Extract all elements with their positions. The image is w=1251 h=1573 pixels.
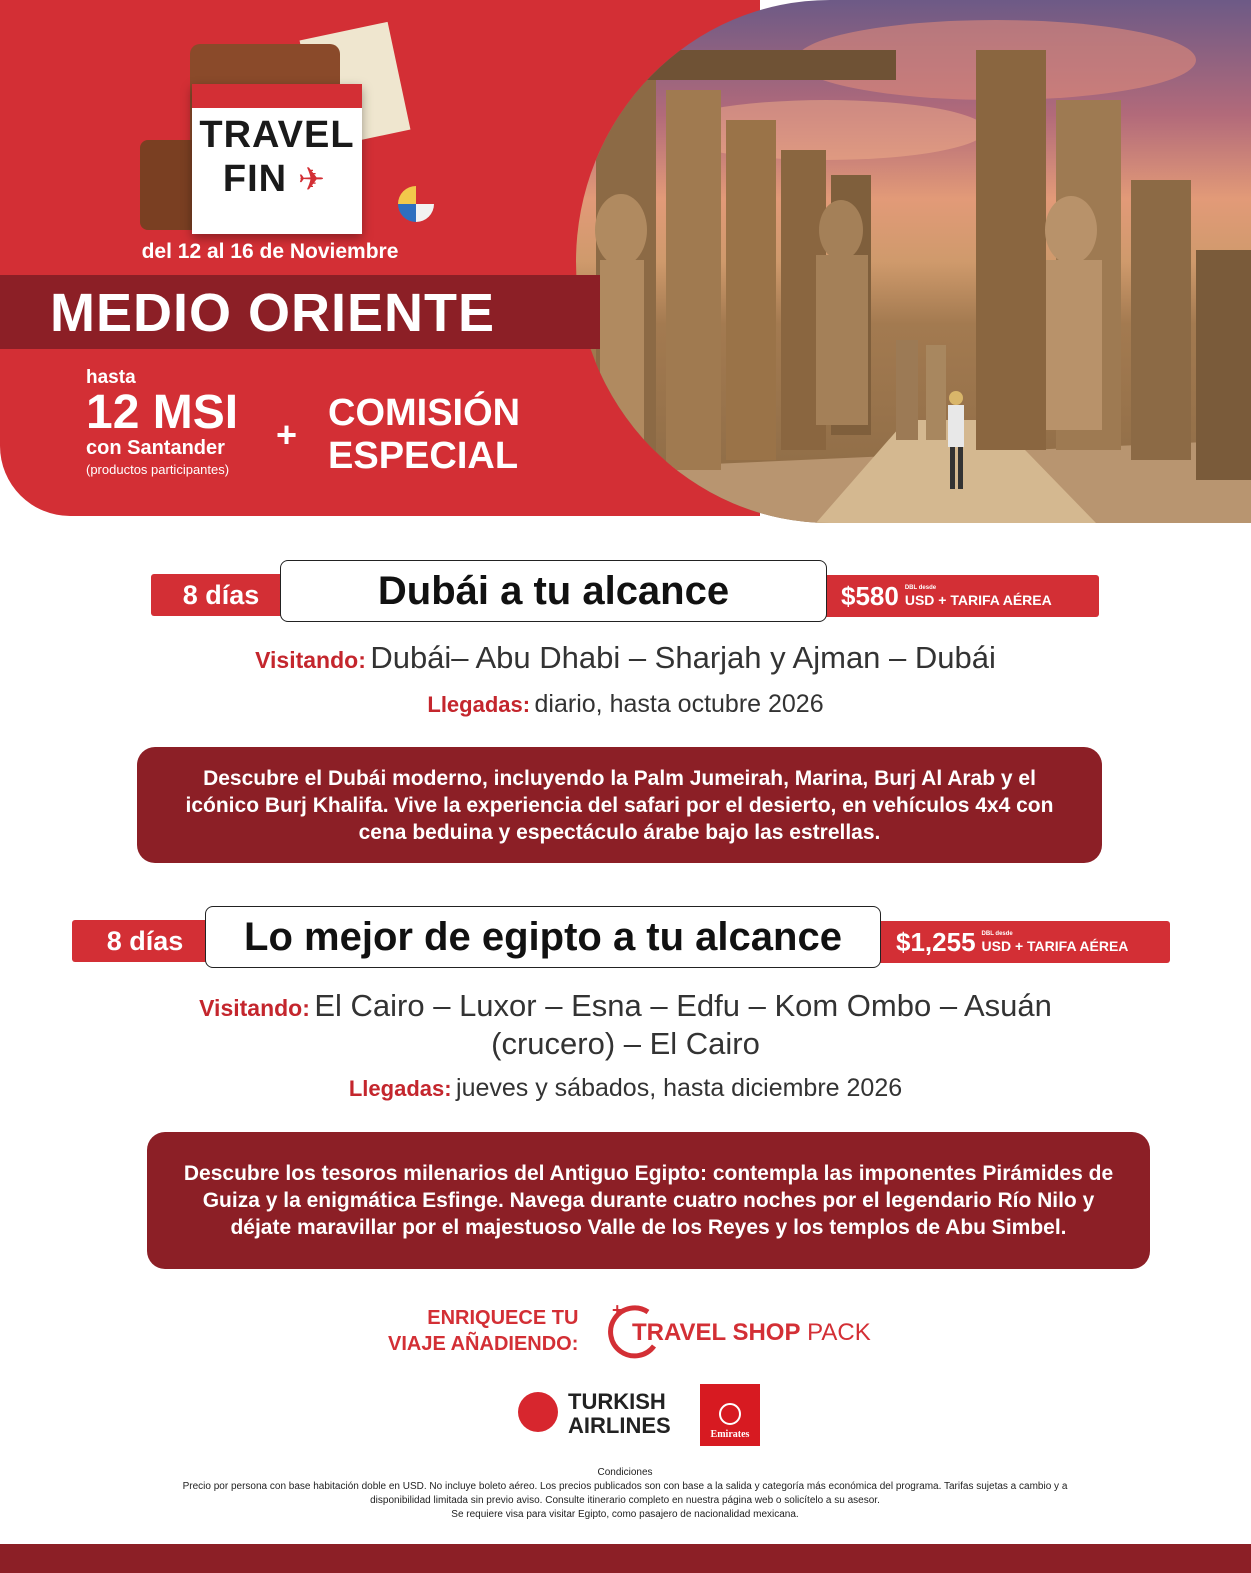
conditions-text: Precio por persona con base habitación doble en USD. No incluye boleto aéreo. Los precios publicados son con base a la salida y categoría más económica del programa. Tarifas sujetas a cambio y a disponibilidad limitada sin previo aviso. Consulte itinerario completo en nuestra página web o solicítelo a su asesor.: [182, 1481, 1068, 1506]
msi-hasta: hasta: [86, 367, 136, 388]
visiting-line-2: [0, 1026, 1251, 1062]
bottom-bar: [0, 1544, 1251, 1573]
travel-fin-logo: [120, 20, 440, 240]
conditions: [180, 1466, 1070, 1522]
comision-line1: COMISIÓN: [328, 392, 521, 434]
logo-fin-text: FIN: [222, 158, 288, 200]
emirates-logo: [700, 1384, 760, 1446]
visiting-cities: El Cairo – Luxor – Esna – Edfu – Kom Ombo – Asuán: [314, 988, 1052, 1023]
package-description: Descubre el Dubái moderno, incluyendo la Palm Jumeirah, Marina, Burj Al Arab y el icónico Burj Khalifa. Vive la experiencia del safari por el desierto, en vehículos 4x4 con cena beduina y espectáculo árabe bajo las estrellas.: [137, 747, 1102, 863]
price-dbl: DBL desde: [981, 931, 1013, 937]
visiting-label: Visitando:: [255, 647, 366, 673]
visiting-line: [0, 988, 1251, 1024]
beach-ball-icon: [398, 186, 434, 222]
emirates-emblem-icon: [719, 1403, 741, 1425]
price-value: $580: [841, 580, 899, 611]
logo-calendar: [192, 84, 362, 234]
price-usd: USD + TARIFA AÉREA: [904, 592, 1052, 608]
arrivals-line: [0, 1074, 1251, 1103]
arrivals-value: jueves y sábados, hasta diciembre 2026: [456, 1074, 903, 1102]
msi-bank: con Santander: [86, 437, 225, 459]
travel-shop-pack-logo: [632, 1319, 871, 1347]
arrivals-label: Llegadas:: [348, 1076, 452, 1101]
promo-dates: del 12 al 16 de Noviembre: [141, 240, 399, 263]
special-commission: [328, 392, 520, 478]
logo-travel-text: TRAVEL: [199, 114, 355, 156]
visiting-label: Visitando:: [199, 995, 310, 1021]
emirates-text: Emirates: [710, 1429, 750, 1440]
msi-amount: 12 MSI: [86, 386, 239, 439]
package-price: [815, 575, 1099, 617]
airplane-icon: ✈: [298, 160, 325, 198]
msi-note: (productos participantes): [86, 462, 230, 477]
price-value: $1,255: [896, 926, 976, 957]
svg-text:+: +: [612, 1302, 623, 1320]
package-days: 8 días: [72, 920, 218, 962]
arrivals-line: [0, 690, 1251, 719]
turkish-airlines-icon: [518, 1392, 558, 1432]
turkish-airlines-logo: [568, 1390, 671, 1438]
package-description: Descubre los tesoros milenarios del Antiguo Egipto: contempla las imponentes Pirámides de Guiza y la enigmática Esfinge. Navega durante cuatro noches por el legendario Río Nilo y déjate maravillar por el majestuoso Valle de los Reyes y los templos de Abu Simbel.: [147, 1132, 1150, 1269]
visiting-cities-cont: (crucero) – El Cairo: [491, 1026, 760, 1061]
comision-line2: ESPECIAL: [328, 435, 519, 477]
package-days: 8 días: [151, 574, 291, 616]
turkish-line2: AIRLINES: [568, 1413, 671, 1438]
arrivals-label: Llegadas:: [427, 692, 531, 717]
region-title: MEDIO ORIENTE: [50, 283, 496, 343]
enrich-line2: VIAJE AÑADIENDO:: [388, 1333, 579, 1355]
package-price: [870, 921, 1170, 963]
pack-bold: TRAVEL SHOP: [632, 1319, 801, 1346]
visiting-cities: Dubái– Abu Dhabi – Sharjah y Ajman – Dubái: [370, 640, 996, 675]
price-usd: USD + TARIFA AÉREA: [981, 938, 1129, 954]
visiting-line: [0, 640, 1251, 676]
package-title: Lo mejor de egipto a tu alcance: [205, 906, 881, 968]
pack-light: PACK: [800, 1319, 871, 1346]
plus-sign: +: [276, 414, 298, 455]
enrich-text: [388, 1305, 578, 1357]
luxor-temple-photo: [576, 0, 1251, 523]
price-dbl: DBL desde: [904, 585, 937, 591]
arrivals-value: diario, hasta octubre 2026: [534, 690, 824, 718]
conditions-title: Condiciones: [597, 1467, 653, 1478]
package-title: Dubái a tu alcance: [280, 560, 827, 622]
turkish-line1: TURKISH: [568, 1389, 666, 1414]
hero-banner: [0, 0, 1251, 516]
enrich-line1: ENRIQUECE TU: [427, 1307, 579, 1329]
msi-offer: [86, 367, 238, 477]
conditions-visa: Se requiere visa para visitar Egipto, como pasajero de nacionalidad mexicana.: [451, 1509, 799, 1520]
